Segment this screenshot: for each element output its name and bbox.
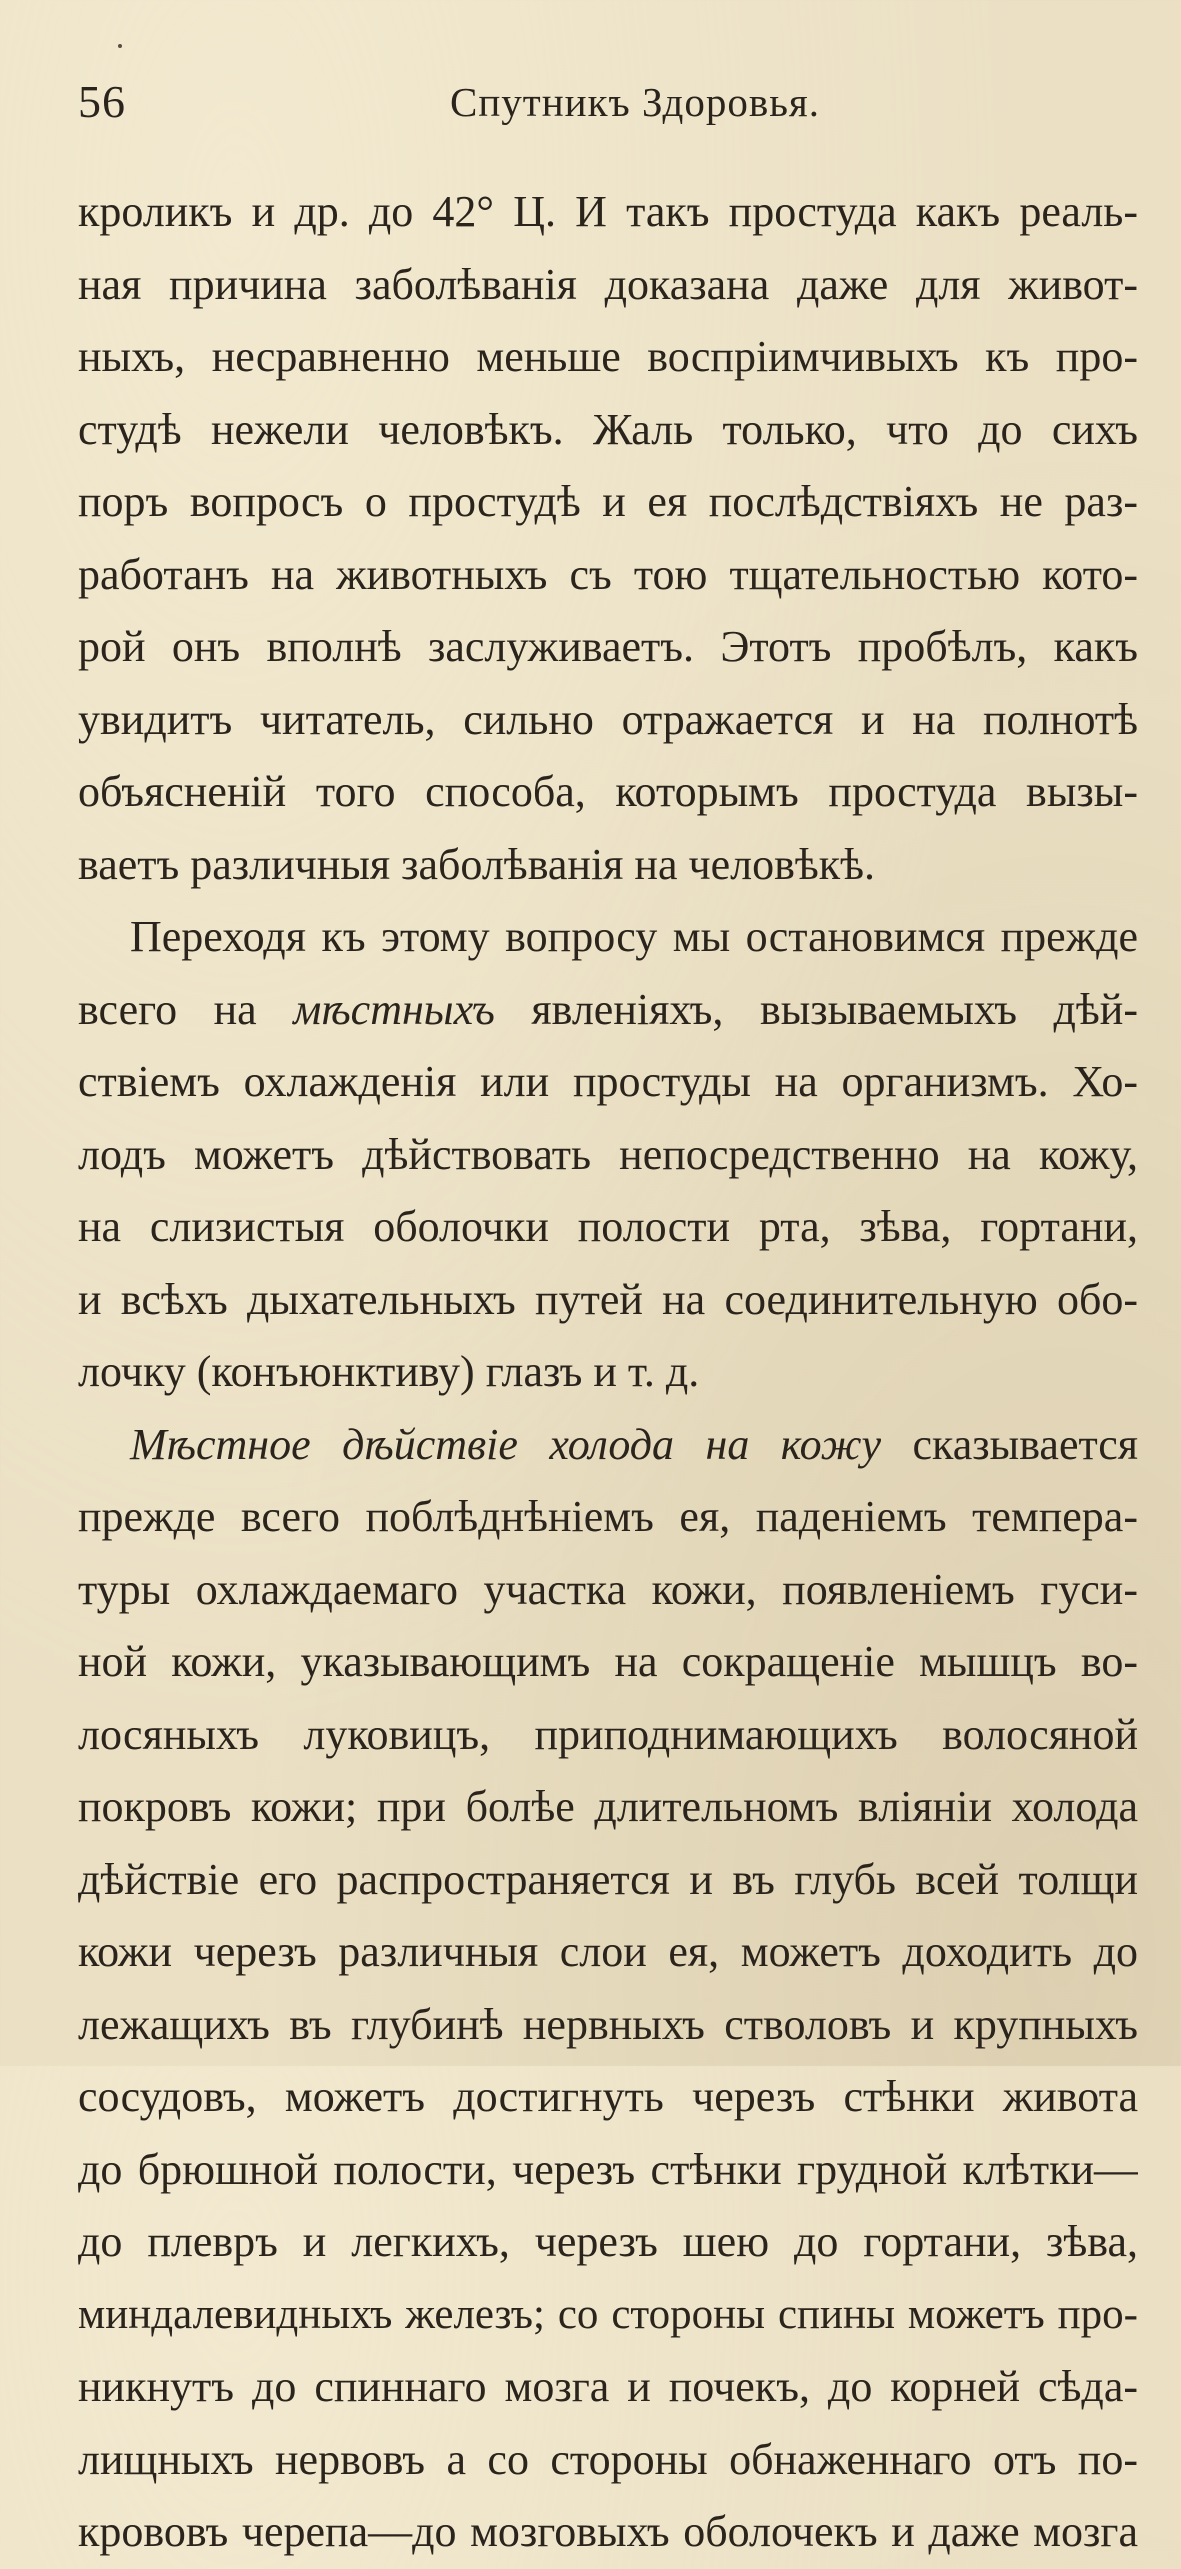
emphasized-heading: Мѣстное дѣйствіе холода на кожу [130,1419,882,1469]
text-line: ваетъ различныя заболѣванія на человѣкѣ. [78,839,876,889]
text-line: студѣ нежели человѣкъ. Жаль только, что до сихъ [78,404,1138,454]
text-line: поръ вопросъ о простудѣ и ея послѣдствіяхъ не раз- [78,477,1138,526]
emphasized-term: мѣстныхъ [293,984,495,1034]
text-line: кроликъ и др. до 42° Ц. И такъ простуда какъ реаль- [78,187,1138,236]
text-line: всего на мѣстныхъ явленіяхъ, вызываемыхъ дѣй- [78,984,1138,1034]
text-line: увидитъ читатель, сильно отражается и на полнотѣ [78,694,1138,744]
text-line: ствіемъ охлажденія или простуды на организмъ. Хо- [78,1057,1138,1106]
text-line: на слизистыя оболочки полости рта, зѣва, гортани, [78,1202,1138,1251]
text-line: ная причина заболѣванія доказана даже для живот- [78,259,1138,309]
text-line: кожи черезъ различныя слои ея, можетъ доходить до [78,1927,1138,1976]
running-title: Спутникъ Здоровья. [450,79,821,125]
text-line: до плевръ и легкихъ, черезъ шею до гортани, зѣва, [78,2217,1138,2266]
print-speck [118,44,122,48]
text-line: объясненій того способа, которымъ простуда вызы- [78,767,1138,816]
text-line: никнутъ до спиннаго мозга и почекъ, до корней сѣда- [78,2362,1138,2411]
text-line: Мѣстное дѣйствіе холода на кожу сказывается [130,1419,1138,1469]
text-line: миндалевидныхъ железъ; со стороны спины можетъ про- [78,2290,1138,2338]
text-line: ныхъ, несравненно меньше воспріимчивыхъ къ про- [78,332,1138,381]
text-line: и всѣхъ дыхательныхъ путей на соединительную обо- [78,1274,1138,1324]
page-header [78,72,1138,132]
text-line: прежде всего поблѣднѣніемъ ея, паденіемъ темпера- [78,1492,1138,1541]
text-line: крововъ черепа—до мозговыхъ оболочекъ и даже мозга [78,2507,1138,2556]
page-number: 56 [78,76,126,127]
text-line: дѣйствіе его распространяется и въ глубь всей толщи [78,1854,1138,1904]
text-line: до брюшной полости, черезъ стѣнки грудной клѣтки— [78,2144,1138,2194]
text-line: лочку (конъюнктиву) глазъ и т. д. [78,1347,700,1396]
text-line: лосяныхъ луковицъ, приподнимающихъ волосяной [78,1709,1138,1759]
text-line: ной кожи, указывающимъ на сокращеніе мышцъ во- [78,1637,1138,1686]
text-line: туры охлаждаемаго участка кожи, появленіемъ гуси- [78,1564,1138,1614]
body-text [78,176,1138,2569]
text-line: работанъ на животныхъ съ тою тщательностью кото- [78,549,1138,599]
text-line: Переходя къ этому вопросу мы остановимся прежде [130,912,1138,961]
text-line: сосудовъ, можетъ достигнуть черезъ стѣнки живота [78,2072,1138,2121]
text-line: покровъ кожи; при болѣе длительномъ вліяніи холода [78,1782,1138,1831]
text-line: лищныхъ нервовъ а со стороны обнаженнаго отъ по- [78,2434,1138,2484]
text-line: рой онъ вполнѣ заслуживаетъ. Этотъ пробѣлъ, какъ [78,622,1138,671]
text-line: лодъ можетъ дѣйствовать непосредственно на кожу, [78,1129,1138,1179]
text-line: лежащихъ въ глубинѣ нервныхъ стволовъ и крупныхъ [78,1999,1138,2049]
